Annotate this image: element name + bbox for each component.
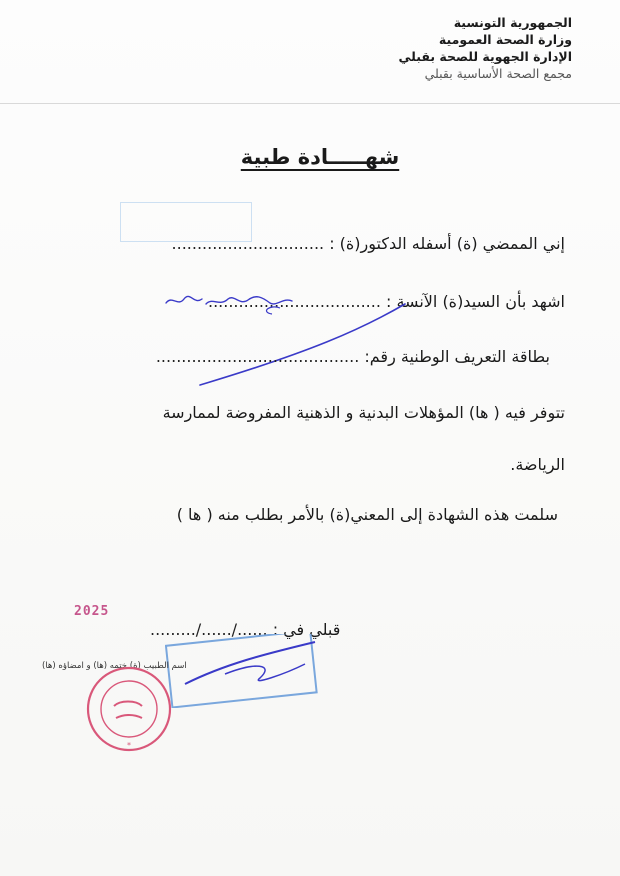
letterhead-country: الجمهورية التونسية xyxy=(453,15,572,30)
date-label: قبلي في : xyxy=(272,620,341,639)
svg-text:*: * xyxy=(127,741,131,750)
date-stamp: 2025 xyxy=(74,604,110,619)
diagonal-pen-stroke xyxy=(160,300,410,390)
fitness-statement-line: تتوفر فيه ( ها) المؤهلات البدنية و الذهنية المفروضة لممارسة xyxy=(162,403,565,422)
page-fold-line xyxy=(0,103,620,104)
patient-label: اشهد بأن السيد(ة) الآنسة : xyxy=(386,292,565,311)
letterhead xyxy=(312,14,572,82)
letterhead-regional-directorate: الإدارة الجهوية للصحة بقبلي xyxy=(398,49,572,64)
round-red-stamp xyxy=(84,664,174,754)
doctor-line xyxy=(172,234,565,253)
letterhead-ministry: وزارة الصحة العمومية xyxy=(438,32,572,47)
doctor-label: إني الممضي (ة) أسفله الدكتور(ة) : xyxy=(329,234,565,253)
id-card-line xyxy=(156,347,550,366)
fitness-statement-end: الرياضة. xyxy=(510,455,565,474)
delivery-statement: سلمت هذه الشهادة إلى المعني(ة) بالأمر بطلب منه ( ها ) xyxy=(176,505,558,524)
id-card-label: بطاقة التعريف الوطنية رقم: xyxy=(364,347,550,366)
doctor-blank: .............................. xyxy=(171,234,325,253)
letterhead-health-center: مجمع الصحة الأساسية بقبلي xyxy=(424,66,572,81)
id-card-blank: ........................................ xyxy=(155,347,360,366)
doctor-rectangular-stamp xyxy=(165,634,320,708)
signature-caption: اسم الطبيب (ة) ختمه (ها) و امضاؤه (ها) xyxy=(42,661,187,671)
document-title: شهـــــادة طبية xyxy=(240,145,400,169)
date-blank: ....../....../......... xyxy=(150,620,268,639)
patient-blank: .................................. xyxy=(207,292,381,311)
